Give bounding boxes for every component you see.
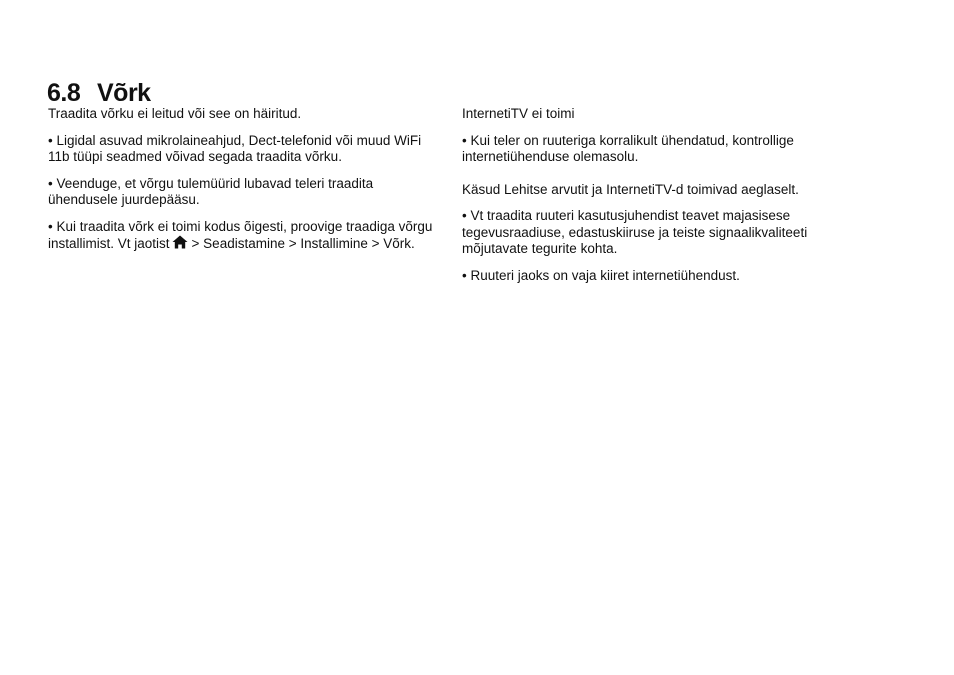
- left-bullet-3-text-b: > Seadistamine > Installimine > Võrk.: [191, 236, 415, 251]
- right-bullet-3: • Ruuteri jaoks on vaja kiiret internetiühendust.: [462, 267, 740, 283]
- left-heading: Traadita võrku ei leitud või see on häiritud.: [48, 106, 302, 121]
- left-bullet-3-text-a: • Kui traadita võrk ei toimi kodus õigesti, proovige traadiga võrgu installimist. Vt jaotist: [48, 218, 433, 251]
- right-bullet-1: • Kui teler on ruuteriga korralikult ühendatud, kontrollige internetiühenduse olemasolu.: [462, 132, 794, 164]
- left-column: [48, 106, 438, 263]
- section-title: [47, 77, 151, 109]
- left-bullet-1: • Ligidal asuvad mikrolaineahjud, Dect-telefonid või muud WiFi 11b tüüpi seadmed võivad segada traadita võrku.: [48, 132, 422, 164]
- left-bullet-2: • Veenduge, et võrgu tulemüürid lubavad teleri traadita ühendusele juurdepääsu.: [48, 175, 374, 207]
- right-column: [462, 106, 852, 294]
- right-bullet-2: • Vt traadita ruuteri kasutusjuhendist teavet majasisese tegevusraadiuse, edastuskiiruse ja teiste signaalikvaliteeti mõjutavate tegurite kohta.: [462, 208, 808, 256]
- section-number: 6.8: [47, 78, 81, 107]
- section-title-text: Võrk: [97, 78, 151, 107]
- home-icon: [172, 235, 188, 249]
- left-bullet-3: [48, 219, 438, 253]
- right-heading-2: Käsud Lehitse arvutit ja InternetiTV-d toimivad aeglaselt.: [462, 181, 799, 197]
- right-heading-1: InternetiTV ei toimi: [462, 106, 575, 121]
